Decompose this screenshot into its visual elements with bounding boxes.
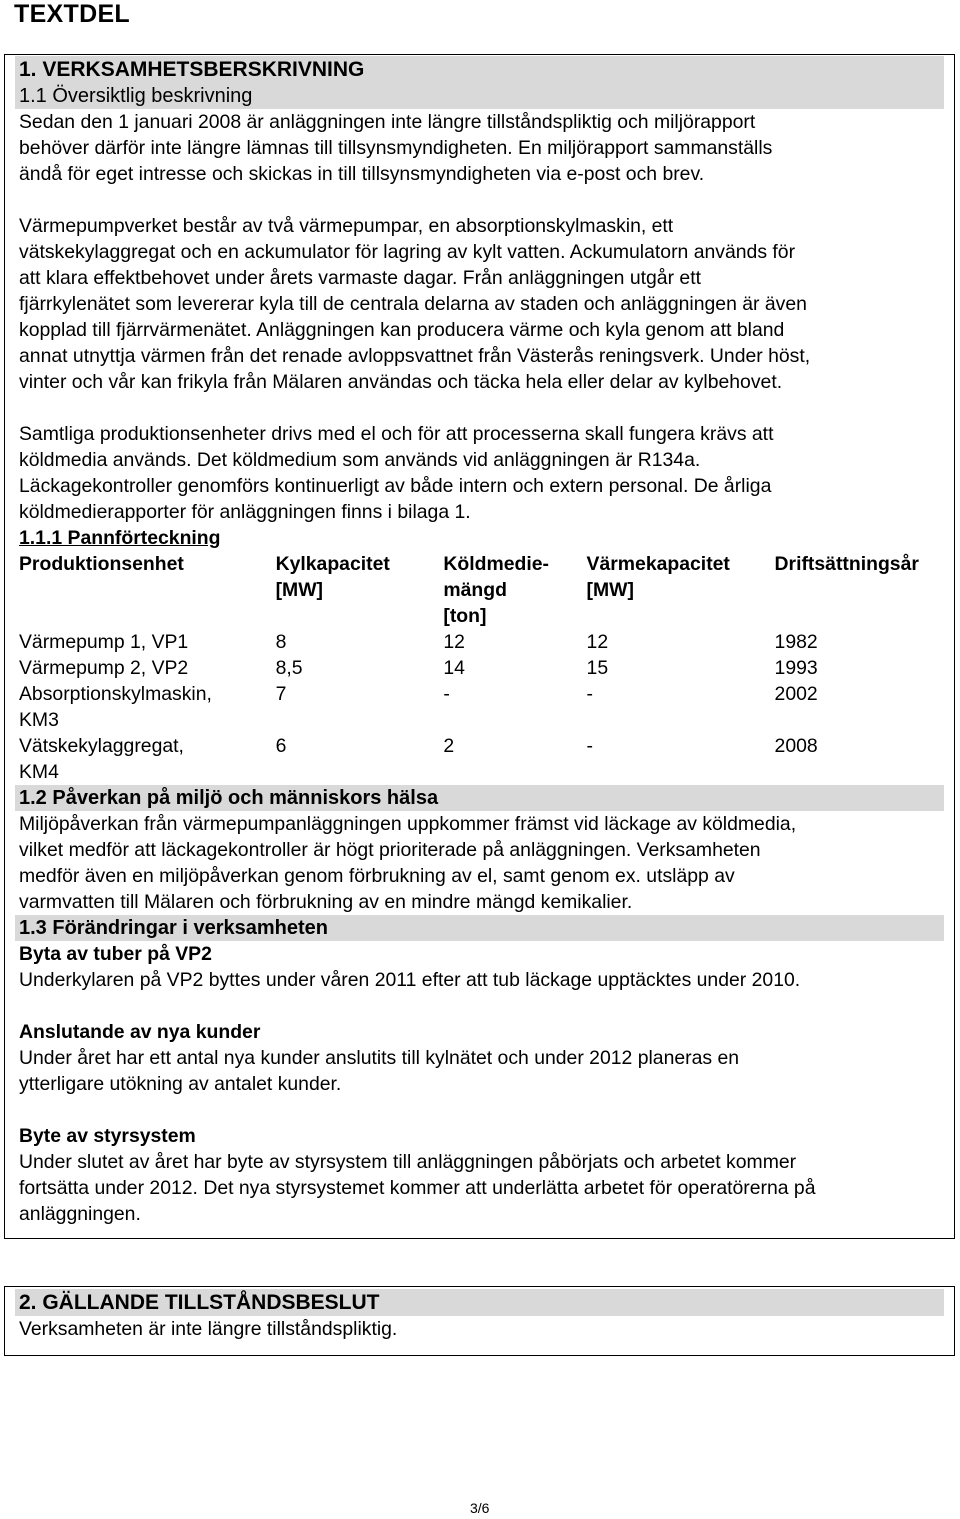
table-header-row <box>19 551 944 629</box>
text-line: medför även en miljöpåverkan genom förbrukning av el, samt genom ex. utsläpp av <box>19 865 735 887</box>
text-line: anläggningen. <box>19 1203 141 1225</box>
text-line: ytterligare utökning av antalet kunder. <box>19 1073 342 1095</box>
text-line: kopplad till fjärrvärmenätet. Anläggningen kan producera värme och kyla genom att bland <box>19 319 785 341</box>
page-number: 3/6 <box>470 1500 490 1516</box>
table-cell: 8 <box>275 631 287 653</box>
table-cell: 14 <box>443 657 465 679</box>
text-line: Samtliga produktionsenheter drivs med el och för att processerna skall fungera krävs att <box>19 423 774 445</box>
section-2-heading: 2. GÄLLANDE TILLSTÅNDSBESLUT <box>15 1289 944 1316</box>
change-title: Byte av styrsystem <box>19 1125 196 1147</box>
text-line: fortsätta under 2012. Det nya styrsystemet kommer att underlätta arbetet för operatörerna på <box>19 1177 816 1199</box>
table-cell: 8,5 <box>275 657 303 679</box>
text-line: Under slutet av året har byte av styrsystem till anläggningen påbörjats och arbetet kommer <box>19 1151 797 1173</box>
table-cell: - <box>443 683 450 705</box>
table-cell: 1982 <box>774 631 818 653</box>
table-row <box>19 655 944 681</box>
change-text <box>15 1045 944 1097</box>
table-cell: 2008 <box>774 735 818 757</box>
table-row <box>19 629 944 655</box>
table-cell: 12 <box>586 631 609 653</box>
production-units-table <box>19 551 944 785</box>
text-line: vilket medför att läckagekontroller är högt prioriterade på anläggningen. Verksamheten <box>19 839 761 861</box>
text-line: Sedan den 1 januari 2008 är anläggningen inte längre tillståndspliktig och miljörapport <box>19 111 756 133</box>
section-1-box <box>4 54 955 1239</box>
table-cell: Värmepump 2, VP2 <box>19 657 189 679</box>
text-line: varmvatten till Mälaren och förbrukning av en mindre mängd kemikalier. <box>19 891 633 913</box>
text-line: ändå för eget intresse och skickas in till tillsynsmyndigheten via e-post och brev. <box>19 163 705 185</box>
change-text <box>15 967 944 993</box>
table-row <box>19 681 944 733</box>
header-cell: Produktionsenhet <box>19 553 184 575</box>
text-line: köldmedierapporter för anläggningen finns i bilaga 1. <box>19 501 471 523</box>
text-line: Värmepumpverket består av två värmepumpar, en absorptionskylmaskin, ett <box>19 215 674 237</box>
subsection-1-3-heading: 1.3 Förändringar i verksamheten <box>15 915 944 941</box>
table-cell: 15 <box>586 657 609 679</box>
subsection-1-2-heading: 1.2 Påverkan på miljö och människors hälsa <box>15 785 944 811</box>
section-2-box <box>4 1286 955 1356</box>
text-line: Läckagekontroller genomförs kontinuerligt av både intern och extern personal. De årliga <box>19 475 772 497</box>
table-cell: - <box>586 683 593 705</box>
impact-paragraph <box>15 811 944 915</box>
overview-paragraph-3 <box>15 421 944 525</box>
text-line: vätskekylaggregat och en ackumulator för lagring av kylt vatten. Ackumulatorn används för <box>19 241 796 263</box>
table-cell: 1993 <box>774 657 818 679</box>
permit-text <box>15 1316 944 1342</box>
table-cell: 6 <box>275 735 287 757</box>
header-cell: Köldmedie- mängd [ton] <box>443 553 549 627</box>
text-line: fjärrkylenätet som levererar kyla till de centrala delarna av staden och anläggningen är även <box>19 293 807 315</box>
table-cell: 7 <box>275 683 287 705</box>
table-cell: Vätskekylaggregat, KM4 <box>19 735 184 783</box>
text-line: att klara effektbehovet under årets varmaste dagar. Från anläggningen utgår ett <box>19 267 701 289</box>
section-1-heading: 1. VERKSAMHETSBERSKRIVNING <box>15 56 944 83</box>
text-line: Miljöpåverkan från värmepumpanläggningen uppkommer främst vid läckage av köldmedia, <box>19 813 797 835</box>
table-cell: - <box>586 735 593 757</box>
table-cell: Absorptionskylmaskin, KM3 <box>19 683 212 731</box>
change-text <box>15 1149 944 1227</box>
text-line: Underkylaren på VP2 byttes under våren 2011 efter att tub läckage upptäcktes under 2010. <box>19 969 801 991</box>
header-cell: Värmekapacitet [MW] <box>586 553 730 601</box>
text-line: annat utnyttja värmen från det renade avloppsvattnet från Västerås reningsverk. Under höst, <box>19 345 811 367</box>
text-line: vinter och vår kan frikyla från Mälaren användas och täcka hela eller delar av kylbehovet. <box>19 371 783 393</box>
overview-paragraph-2 <box>15 213 944 395</box>
document-title: TEXTDEL <box>14 0 130 28</box>
text-line: Under året har ett antal nya kunder anslutits till kylnätet och under 2012 planeras en <box>19 1047 740 1069</box>
text-line: behöver därför inte längre lämnas till tillsynsmyndigheten. En miljörapport sammanställs <box>19 137 773 159</box>
overview-paragraph-1 <box>15 109 944 187</box>
header-cell: Kylkapacitet [MW] <box>275 553 390 601</box>
text-line: Verksamheten är inte längre tillståndspliktig. <box>19 1318 398 1340</box>
change-title: Anslutande av nya kunder <box>19 1021 261 1043</box>
table-cell: Värmepump 1, VP1 <box>19 631 189 653</box>
table-cell: 12 <box>443 631 465 653</box>
table-row <box>19 733 944 785</box>
table-heading: 1.1.1 Pannförteckning <box>19 527 221 549</box>
table-cell: 2 <box>443 735 455 757</box>
header-cell: Driftsättningsår <box>774 553 919 575</box>
table-cell: 2002 <box>774 683 818 705</box>
text-line: köldmedia används. Det köldmedium som används vid anläggningen är R134a. <box>19 449 701 471</box>
change-title: Byta av tuber på VP2 <box>19 943 212 965</box>
subsection-1-1-heading: 1.1 Översiktlig beskrivning <box>15 83 944 109</box>
